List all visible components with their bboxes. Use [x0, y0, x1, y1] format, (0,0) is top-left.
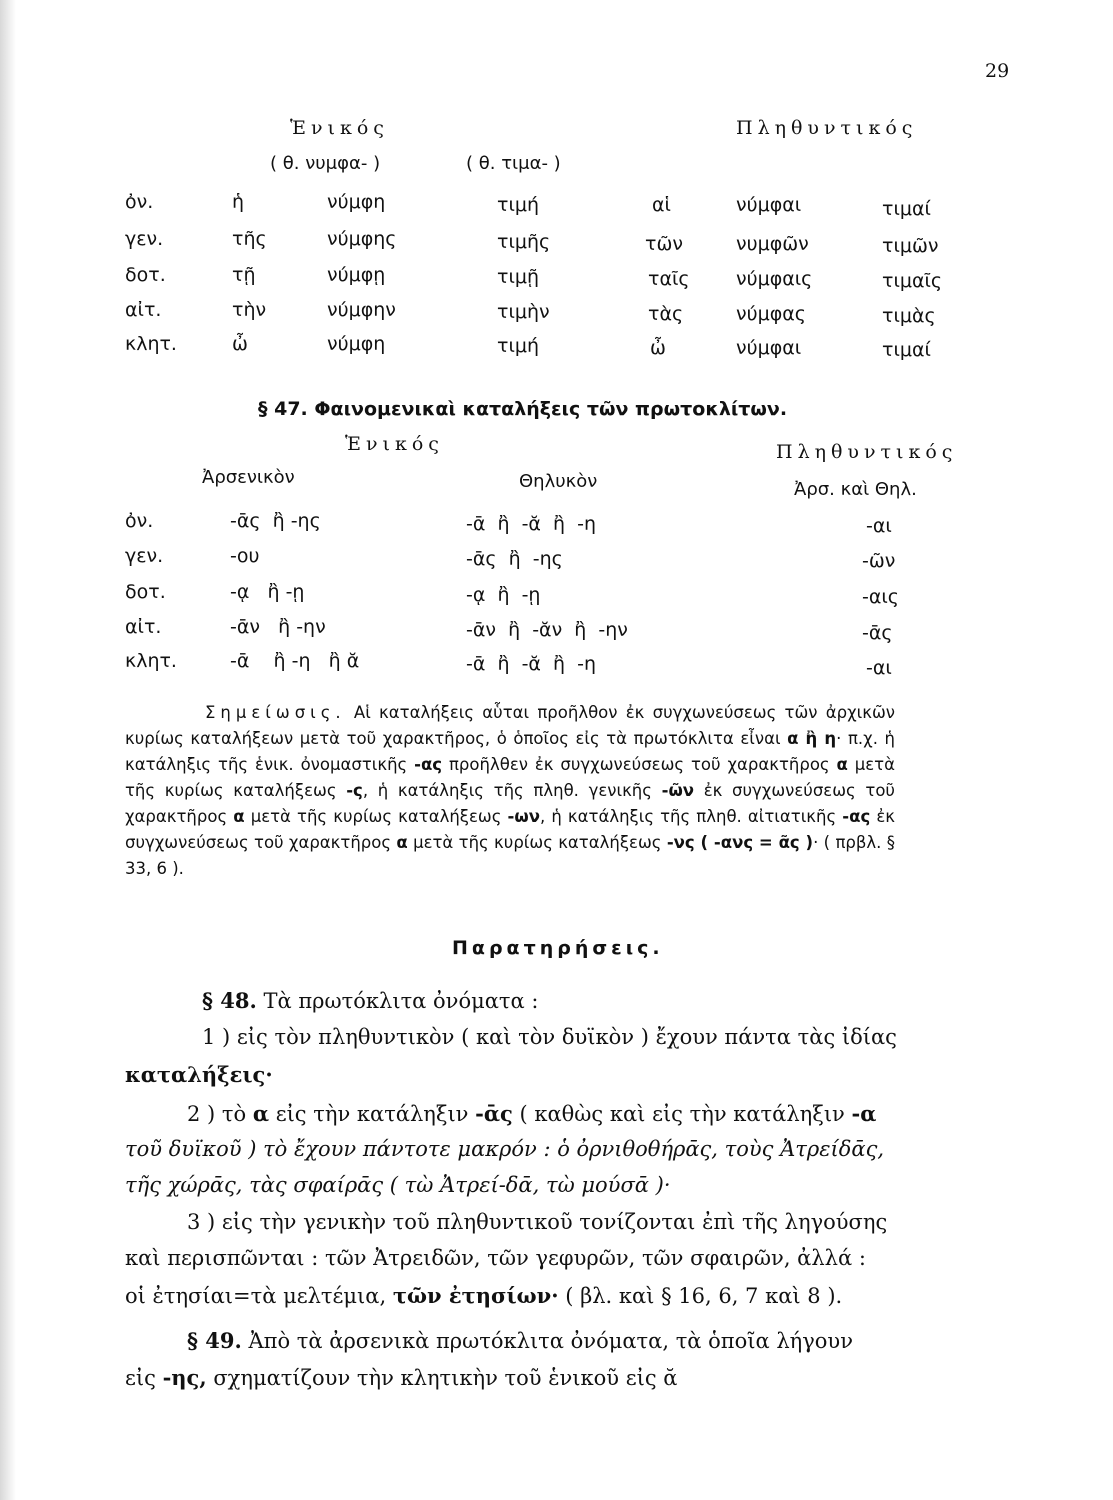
- noun1-singular: νύμφη: [327, 191, 386, 213]
- article-singular: ὦ: [232, 333, 248, 355]
- article-singular: τὴν: [232, 299, 267, 321]
- article-plural: τὰς: [648, 303, 684, 325]
- noun2-plural: τιμὰς: [882, 305, 936, 327]
- article-singular: τῇ: [232, 264, 256, 286]
- plural-ending: -αι: [866, 657, 892, 679]
- note-paragraph: Σημείωσις. Αἱ καταλήξεις αὗται προῆλθον ἐκ συγχωνεύσεως τῶν ἀρχικῶν κυρίως καταλήξεων μετὰ τοῦ χαρακτῆρος, ὁ ὁποῖος εἰς τὰ πρωτόκλιτα εἶναι α ἢ η· π.χ. ἡ κατάληξις τῆς ἑνικ. ὀνομαστικῆς -ας προῆλθεν ἐκ συγχωνεύσεως τοῦ χαρακτῆρος α μετὰ τῆς κυρίως καταλήξεως -ς, ἡ κατάληξις τῆς πληθ. γενικῆς -ῶν ἐκ συγχωνεύσεως τοῦ χαρακτῆρος α μετὰ τῆς κυρίως καταλήξεως -ων, ἡ κατάληξις τῆς πληθ. αἰτιατικῆς -ας ἐκ συγχωνεύσεως τοῦ χαρακτῆρος α μετὰ τῆς κυρίως καταλήξεως -νς ( -ανς = ᾶς )· ( πρβλ. § 33, 6 ).: [125, 703, 895, 878]
- case-label: δοτ.: [125, 264, 166, 286]
- noun2-singular: τιμῆς: [497, 231, 551, 253]
- feminine-ending: -ᾱν ἢ -ᾰν ἢ -ην: [466, 619, 628, 641]
- section47-plural-header: Πληθυντικός: [776, 441, 958, 463]
- item-3-line-1: 3 ) εἰς τὴν γενικὴν τοῦ πληθυντικοῦ τονίζονται ἐπὶ τῆς ληγούσης: [187, 1210, 888, 1234]
- section-49-line-2: εἰς -ης, σχηματίζουν τὴν κλητικὴν τοῦ ἑνικοῦ εἰς ᾰ: [125, 1365, 678, 1390]
- article-plural: ταῖς: [648, 268, 690, 290]
- noun2-singular: τιμῇ: [497, 266, 539, 288]
- case-label: ὀν.: [125, 510, 154, 532]
- noun1-singular: νύμφη: [327, 333, 386, 355]
- table1-stem-label-2: ( θ. τιμα- ): [466, 153, 561, 174]
- item-2-line-3: τῆς χώρᾱς, τὰς σφαίρᾱς ( τὼ Ἀτρεί-δᾱ, τὼ μούσᾱ )·: [125, 1173, 671, 1197]
- section-48-heading: § 48. Τὰ πρωτόκλιτα ὀνόματα :: [202, 988, 539, 1013]
- case-label: ὀν.: [125, 191, 154, 213]
- table1-singular-header: Ἑνικός: [290, 117, 389, 139]
- table1-stem-label-1: ( θ. νυμφα- ): [270, 153, 381, 174]
- item-2-line-1: 2 ) τὸ α εἰς τὴν κατάληξιν -ᾱς ( καθὼς καὶ εἰς τὴν κατάληξιν -α: [187, 1101, 877, 1126]
- table1-plural-header: Πληθυντικός: [736, 117, 918, 139]
- noun1-singular: νύμφης: [327, 228, 397, 250]
- noun2-plural: τιμῶν: [882, 235, 939, 257]
- section47-singular-header: Ἑνικός: [345, 433, 444, 455]
- noun1-plural: νύμφαι: [736, 337, 802, 359]
- case-label: γεν.: [125, 228, 164, 250]
- note-label: Σημείωσις.: [205, 703, 346, 722]
- article-plural: ὦ: [650, 337, 666, 359]
- plural-ending: -αις: [862, 586, 899, 608]
- masculine-ending: -ου: [230, 545, 260, 567]
- noun2-singular: τιμή: [497, 194, 539, 216]
- noun2-singular: τιμή: [497, 335, 539, 357]
- case-label: δοτ.: [125, 581, 166, 603]
- plural-ending: -αι: [866, 515, 892, 537]
- noun1-singular: νύμφῃ: [327, 264, 386, 286]
- noun2-plural: τιμαῖς: [882, 270, 943, 292]
- noun2-plural: τιμαί: [882, 339, 931, 361]
- item-3-line-3: οἱ ἐτησίαι=τὰ μελτέμια, τῶν ἐτησίων· ( βλ. καὶ § 16, 6, 7 καὶ 8 ).: [125, 1283, 843, 1308]
- feminine-ending: -ᾳ ἢ -ῃ: [466, 584, 541, 606]
- masculine-label: Ἀρσενικὸν: [202, 467, 295, 488]
- masculine-ending: -ᾱ ἢ -η ἢ ᾰ: [230, 650, 360, 672]
- noun1-plural: νύμφαι: [736, 194, 802, 216]
- section-47-title: § 47. Φαινομενικαὶ καταλήξεις τῶν πρωτοκλίτων.: [258, 398, 788, 420]
- noun2-plural: τιμαί: [882, 198, 931, 220]
- article-singular: τῆς: [232, 228, 267, 250]
- plural-ending: -ῶν: [862, 550, 896, 572]
- noun2-singular: τιμὴν: [497, 301, 550, 323]
- feminine-ending: -ᾱ ἢ -ᾰ ἢ -η: [466, 513, 597, 535]
- plural-ending: -ᾱς: [862, 622, 893, 644]
- article-plural: αἱ: [652, 194, 671, 216]
- item-1-line-2: καταλήξεις·: [125, 1062, 273, 1087]
- plural-gender-label: Ἀρσ. καὶ Θηλ.: [794, 479, 917, 500]
- section-48-number: § 48.: [202, 988, 257, 1013]
- case-label: κλητ.: [125, 333, 177, 355]
- scan-gutter-shadow: [0, 0, 16, 1500]
- feminine-label: Θηλυκὸν: [519, 471, 598, 492]
- noun1-singular: νύμφην: [327, 299, 396, 321]
- feminine-ending: -ᾱς ἢ -ης: [466, 548, 563, 570]
- observations-title: Παρατηρήσεις.: [452, 937, 664, 959]
- noun1-plural: νύμφας: [736, 303, 806, 325]
- masculine-ending: -ᾱν ἢ -ην: [230, 616, 326, 638]
- case-label: κλητ.: [125, 650, 177, 672]
- item-1-line-1: 1 ) εἰς τὸν πληθυντικὸν ( καὶ τὸν δυϊκὸν ) ἔχουν πάντα τὰς ἰδίας: [202, 1025, 897, 1049]
- item-2-line-2: τοῦ δυϊκοῦ ) τὸ ἔχουν πάντοτε μακρόν : ὁ ὀρνιθοθήρᾱς, τοὺς Ἀτρείδᾱς,: [125, 1137, 885, 1161]
- masculine-ending: -ᾱς ἢ -ης: [230, 510, 321, 532]
- section-49-heading: § 49. Ἀπὸ τὰ ἀρσενικὰ πρωτόκλιτα ὀνόματα, τὰ ὁποῖα λήγουν: [187, 1328, 853, 1353]
- article-plural: τῶν: [645, 233, 683, 255]
- page-number: 29: [985, 60, 1010, 82]
- case-label: αἰτ.: [125, 299, 162, 321]
- section-49-number: § 49.: [187, 1328, 242, 1353]
- case-label: αἰτ.: [125, 616, 162, 638]
- feminine-ending: -ᾱ ἢ -ᾰ ἢ -η: [466, 653, 597, 675]
- masculine-ending: -ᾳ ἢ -ῃ: [230, 581, 305, 603]
- case-label: γεν.: [125, 545, 164, 567]
- noun1-plural: νυμφῶν: [736, 233, 809, 255]
- noun1-plural: νύμφαις: [736, 268, 813, 290]
- article-singular: ἡ: [232, 191, 245, 213]
- item-3-line-2: καὶ περισπῶνται : τῶν Ἀτρειδῶν, τῶν γεφυρῶν, τῶν σφαιρῶν, ἀλλά :: [125, 1246, 866, 1270]
